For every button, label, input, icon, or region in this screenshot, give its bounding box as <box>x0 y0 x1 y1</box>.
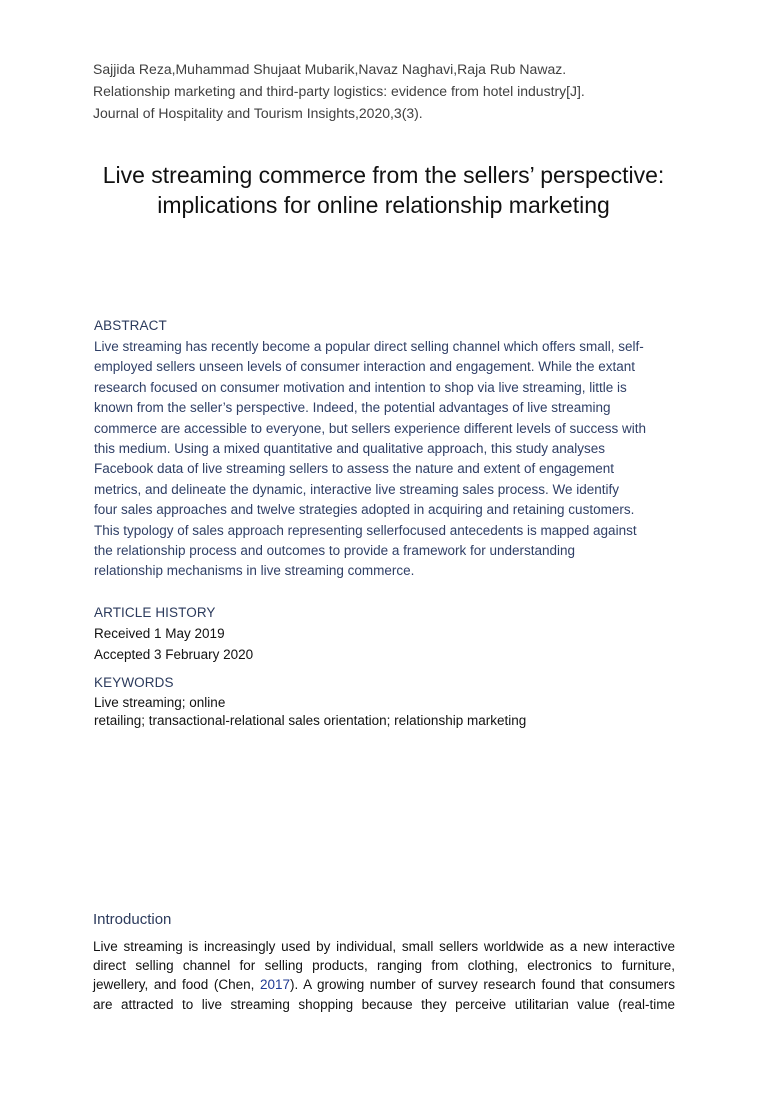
keywords-line-2: retailing; transactional-relational sales orientation; relationship marketing <box>94 713 527 728</box>
abstract-line: This typology of sales approach representing sellerfocused antecedents is mapped against <box>94 522 637 538</box>
abstract-line: relationship mechanisms in live streaming commerce. <box>94 563 415 579</box>
keywords-line-1: Live streaming; online <box>94 695 226 710</box>
keywords-heading: KEYWORDS <box>94 675 174 690</box>
article-history-heading: ARTICLE HISTORY <box>94 605 216 620</box>
abstract-text <box>94 337 684 582</box>
abstract-line: employed sellers unseen levels of consumer interaction and engagement. While the extant <box>94 359 636 375</box>
citation-line: Sajjida Reza,Muhammad Shujaat Mubarik,Navaz Naghavi,Raja Rub Nawaz. <box>93 61 567 77</box>
intro-text-span: jewellery, and food (Chen, <box>93 977 260 993</box>
accepted-date: Accepted 3 February 2020 <box>94 647 254 662</box>
intro-line: Live streaming is increasingly used by individual, small sellers worldwide as a new interactive <box>93 939 675 954</box>
abstract-line: the relationship process and outcomes to provide a framework for understanding <box>94 543 576 559</box>
paper-title <box>60 160 707 220</box>
received-date: Received 1 May 2019 <box>94 626 225 641</box>
citation-link-2017[interactable]: 2017 <box>259 977 290 993</box>
abstract-line: commerce are accessible to everyone, but sellers experience different levels of success with <box>94 420 647 436</box>
abstract-line: Facebook data of live streaming sellers to assess the nature and extent of engagement <box>94 461 615 477</box>
intro-line-with-citation <box>93 975 675 994</box>
abstract-heading: ABSTRACT <box>94 318 167 333</box>
citation-line: Journal of Hospitality and Tourism Insights,2020,3(3). <box>93 105 423 121</box>
abstract-line: four sales approaches and twelve strategies adopted in acquiring and retaining customers. <box>94 502 635 518</box>
intro-line: direct selling channel for selling products, ranging from clothing, electronics to furniture, <box>93 958 675 974</box>
abstract-line: metrics, and delineate the dynamic, interactive live streaming sales process. We identify <box>94 481 619 497</box>
intro-text-span: ). A growing number of survey research found that consumers <box>290 977 675 993</box>
introduction-text <box>93 937 675 1014</box>
title-line-2: implications for online relationship marketing <box>157 192 610 218</box>
title-line-1: Live streaming commerce from the sellers’ perspective: <box>102 162 665 188</box>
intro-line: are attracted to live streaming shopping because they perceive utilitarian value (real-time <box>93 996 675 1012</box>
abstract-line: this medium. Using a mixed quantitative and qualitative approach, this study analyses <box>94 441 606 457</box>
abstract-line: research focused on consumer motivation and intention to shop via live streaming, little is <box>94 379 627 395</box>
citation-line: Relationship marketing and third-party logistics: evidence from hotel industry[J]. <box>93 83 585 99</box>
introduction-heading: Introduction <box>93 911 172 928</box>
abstract-line: Live streaming has recently become a popular direct selling channel which offers small, self- <box>94 339 644 354</box>
abstract-line: known from the seller’s perspective. Indeed, the potential advantages of live streaming <box>94 400 611 416</box>
reference-citation <box>93 58 683 124</box>
